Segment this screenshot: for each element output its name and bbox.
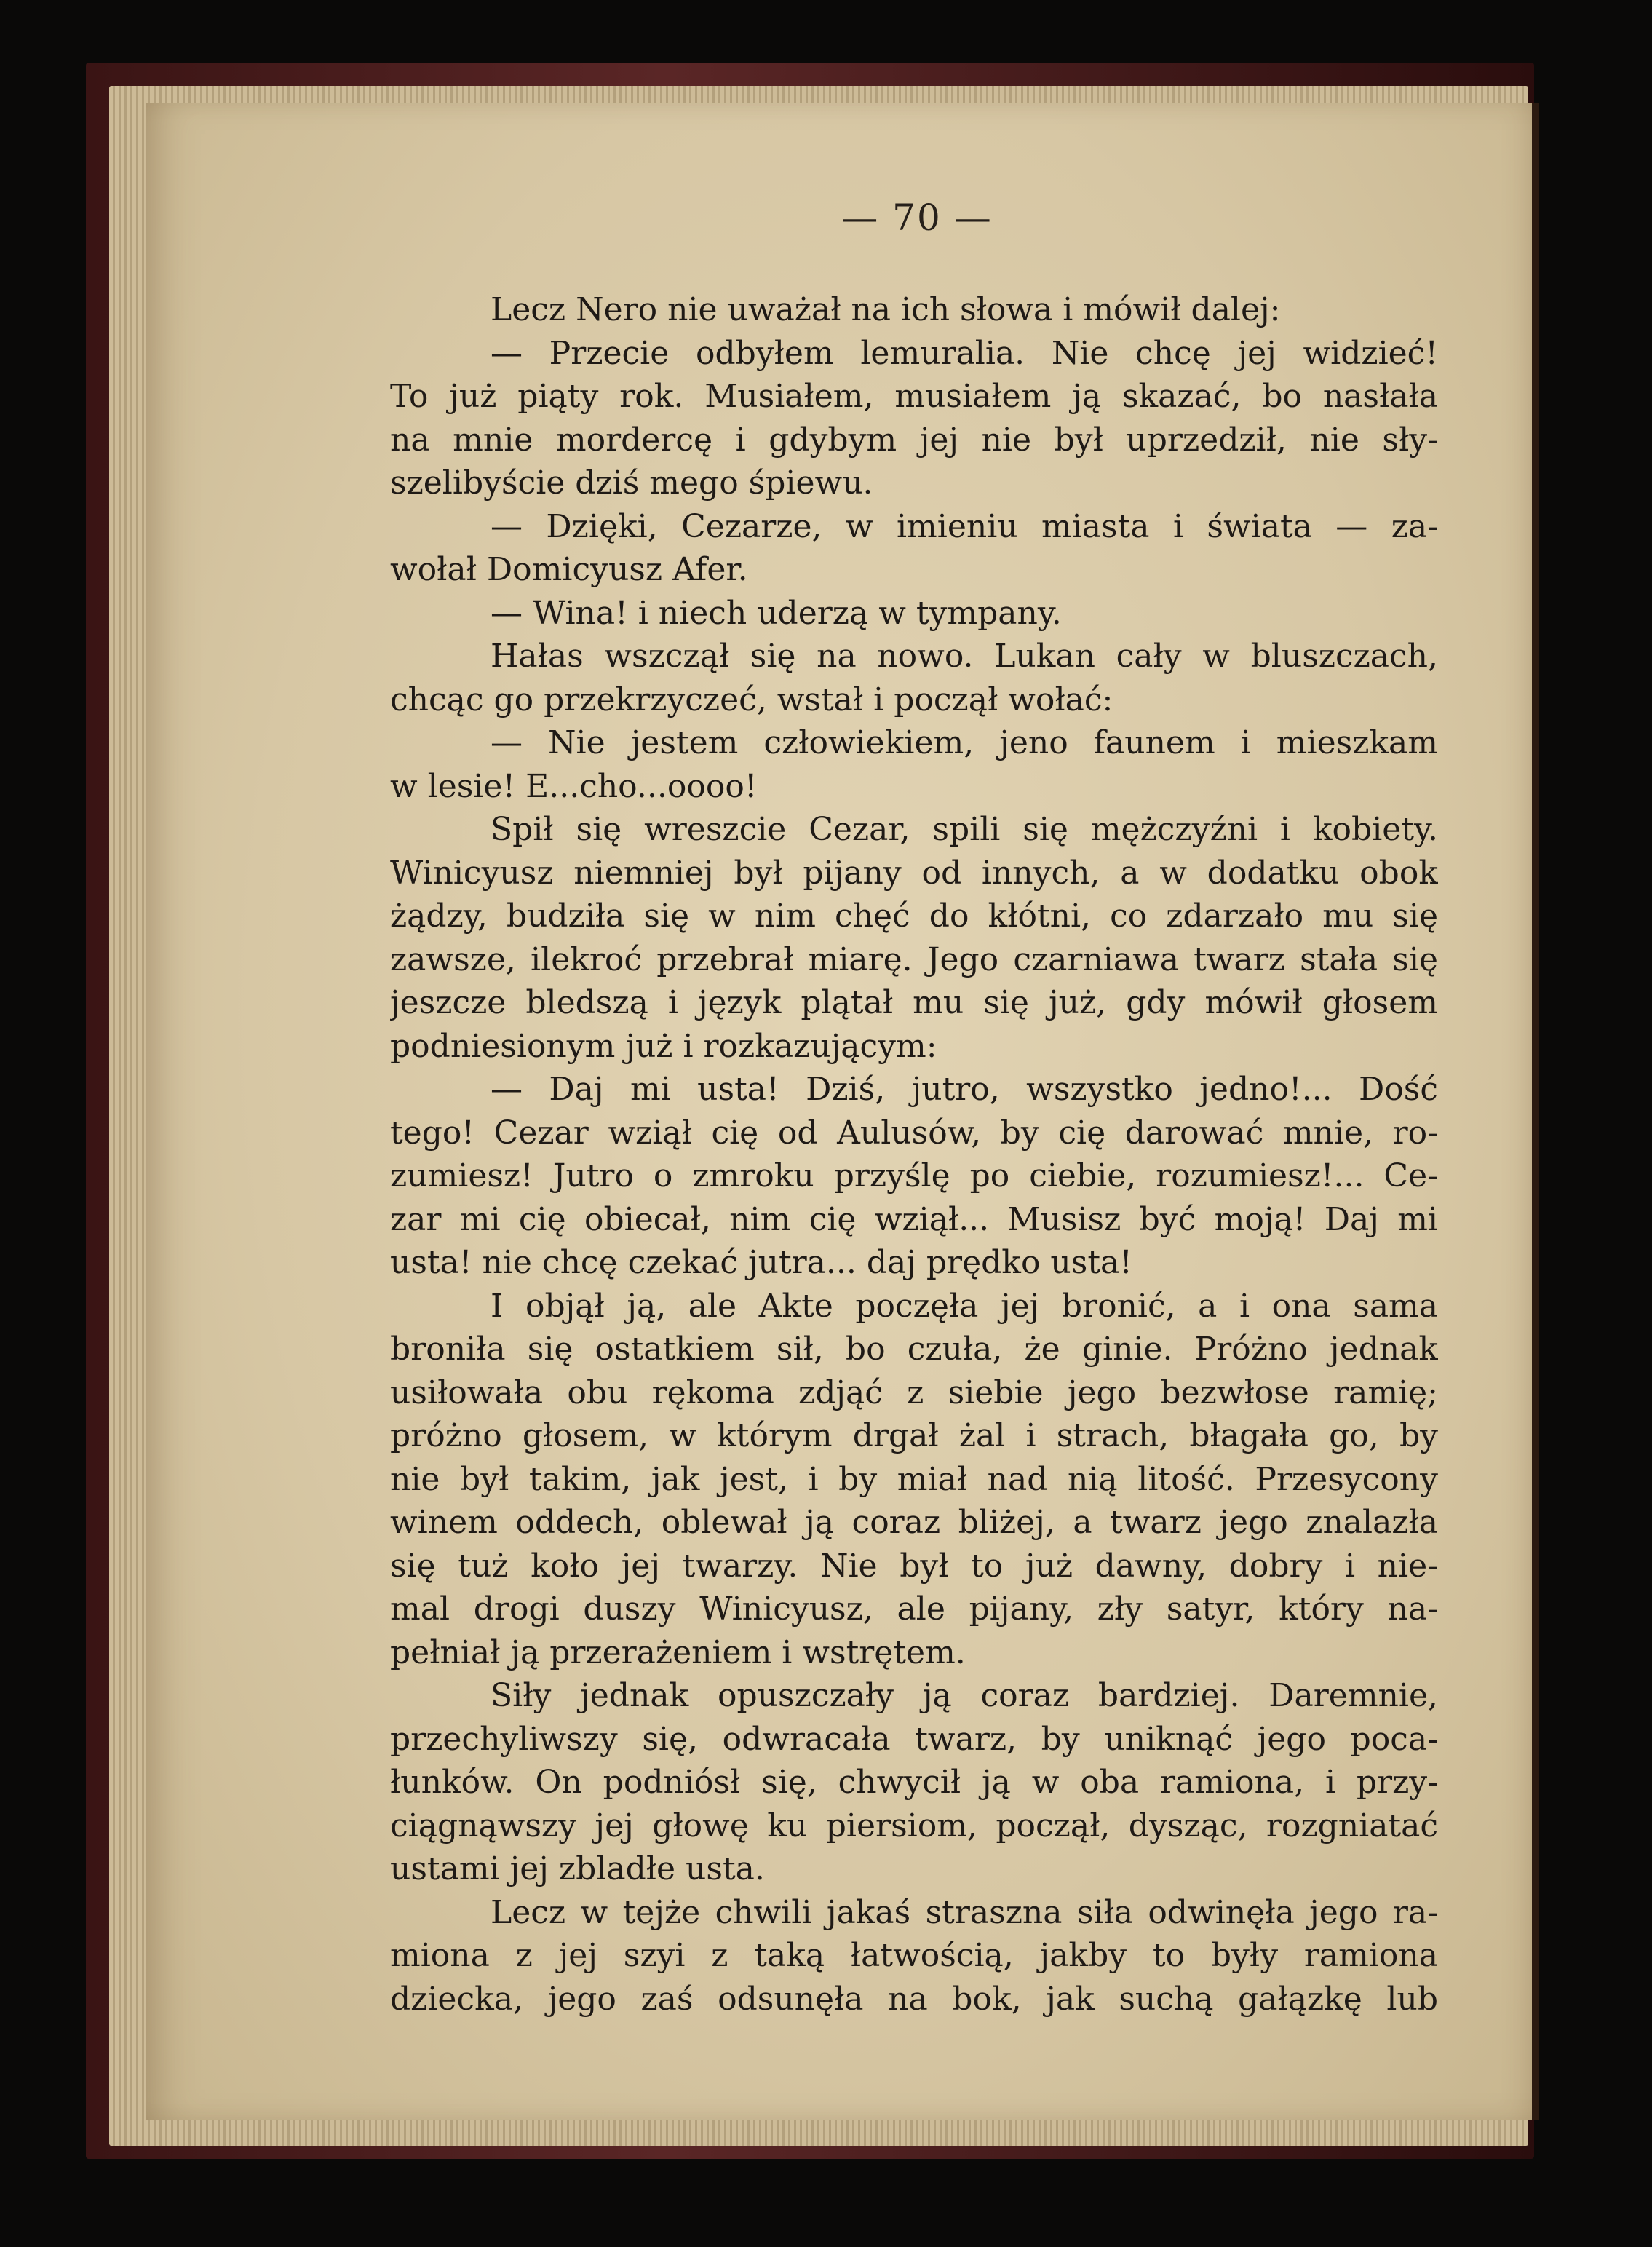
text-line: podniesionym już i rozkazującym: <box>390 1027 937 1065</box>
text-line: usta! nie chcę czekać jutra... daj prędko usta! <box>390 1244 1132 1281</box>
text-line: Lecz Nero nie uważał na ich słowa i mówił dalej: <box>491 291 1281 328</box>
text-line: zawsze, ilekroć przebrał miarę. Jego czarniawa twarz stała się <box>390 940 1438 978</box>
text-line: miona z jej szyi z taką łatwością, jakby to były ramiona <box>390 1937 1438 1974</box>
text-line: jeszcze bledszą i język plątał mu się już, gdy mówił głosem <box>390 984 1438 1021</box>
text-line: — Daj mi usta! Dziś, jutro, wszystko jedno!... Dość <box>491 1071 1438 1108</box>
text-line: szelibyście dziś mego śpiewu. <box>390 464 873 502</box>
text-line: zar mi cię obiecał, nim cię wziął... Musisz być moją! Daj mi <box>390 1200 1438 1238</box>
page-text <box>390 288 1438 2021</box>
text-line: dziecka, jego zaś odsunęła na bok, jak suchą gałązkę lub <box>390 1980 1438 2018</box>
text-line: Siły jednak opuszczały ją coraz bardziej. Daremnie, <box>491 1677 1438 1714</box>
page-number: — 70 — <box>841 197 993 239</box>
page-gutter <box>1532 103 1539 2120</box>
text-line: Spił się wreszcie Cezar, spili się mężczyźni i kobiety. <box>491 811 1438 848</box>
text-line: broniła się ostatkiem sił, bo czuła, że ginie. Próżno jednak <box>390 1331 1438 1368</box>
text-line: nie był takim, jak jest, i by miał nad nią litość. Przesycony <box>390 1460 1438 1498</box>
text-line: pełniał ją przerażeniem i wstrętem. <box>390 1633 966 1671</box>
text-line: tego! Cezar wziął cię od Aulusów, by cię darować mnie, ro- <box>390 1114 1438 1152</box>
text-line: wołał Domicyusz Afer. <box>390 551 748 588</box>
text-line: To już piąty rok. Musiałem, musiałem ją skazać, bo nasłała <box>390 378 1438 415</box>
text-line: przechyliwszy się, odwracała twarz, by uniknąć jego poca- <box>390 1720 1438 1758</box>
text-line: się tuż koło jej twarzy. Nie był to już dawny, dobry i nie- <box>390 1547 1438 1585</box>
text-line: Hałas wszczął się na nowo. Lukan cały w bluszczach, <box>491 638 1438 675</box>
text-line: na mnie mordercę i gdybym jej nie był uprzedził, nie sły- <box>390 421 1438 459</box>
text-line: — Przecie odbyłem lemuralia. Nie chcę jej widzieć! <box>491 334 1438 372</box>
text-line: łunków. On podniósł się, chwycił ją w oba ramiona, i przy- <box>390 1764 1438 1801</box>
text-line: próżno głosem, w którym drgał żal i strach, błagała go, by <box>390 1417 1438 1454</box>
text-line: w lesie! E...cho...oooo! <box>390 767 758 805</box>
text-line: I objął ją, ale Akte poczęła jej bronić, a i ona sama <box>491 1287 1438 1325</box>
text-line: Winicyusz niemniej był pijany od innych, a w dodatku obok <box>390 854 1438 892</box>
text-line: chcąc go przekrzyczeć, wstał i począł wołać: <box>390 681 1113 718</box>
text-line: usiłowała obu rękoma zdjąć z siebie jego bezwłose ramię; <box>390 1374 1438 1411</box>
text-line: ustami jej zbladłe usta. <box>390 1850 765 1887</box>
text-line: winem oddech, oblewał ją coraz bliżej, a twarz jego znalazła <box>390 1504 1438 1541</box>
text-line: — Wina! i niech uderzą w tympany. <box>491 594 1062 632</box>
text-line: — Dzięki, Cezarze, w imieniu miasta i świata — za- <box>491 507 1438 545</box>
text-line: żądzy, budziła się w nim chęć do kłótni, co zdarzało mu się <box>390 897 1438 935</box>
text-line: zumiesz! Jutro o zmroku przyślę po ciebie, rozumiesz!... Ce- <box>390 1157 1438 1194</box>
text-line: ciągnąwszy jej głowę ku piersiom, począł, dysząc, rozgniatać <box>390 1807 1438 1844</box>
text-line: Lecz w tejże chwili jakaś straszna siła odwinęła jego ra- <box>491 1893 1438 1931</box>
text-line: mal drogi duszy Winicyusz, ale pijany, zły satyr, który na- <box>390 1590 1438 1628</box>
text-line: — Nie jestem człowiekiem, jeno faunem i mieszkam <box>491 724 1438 761</box>
